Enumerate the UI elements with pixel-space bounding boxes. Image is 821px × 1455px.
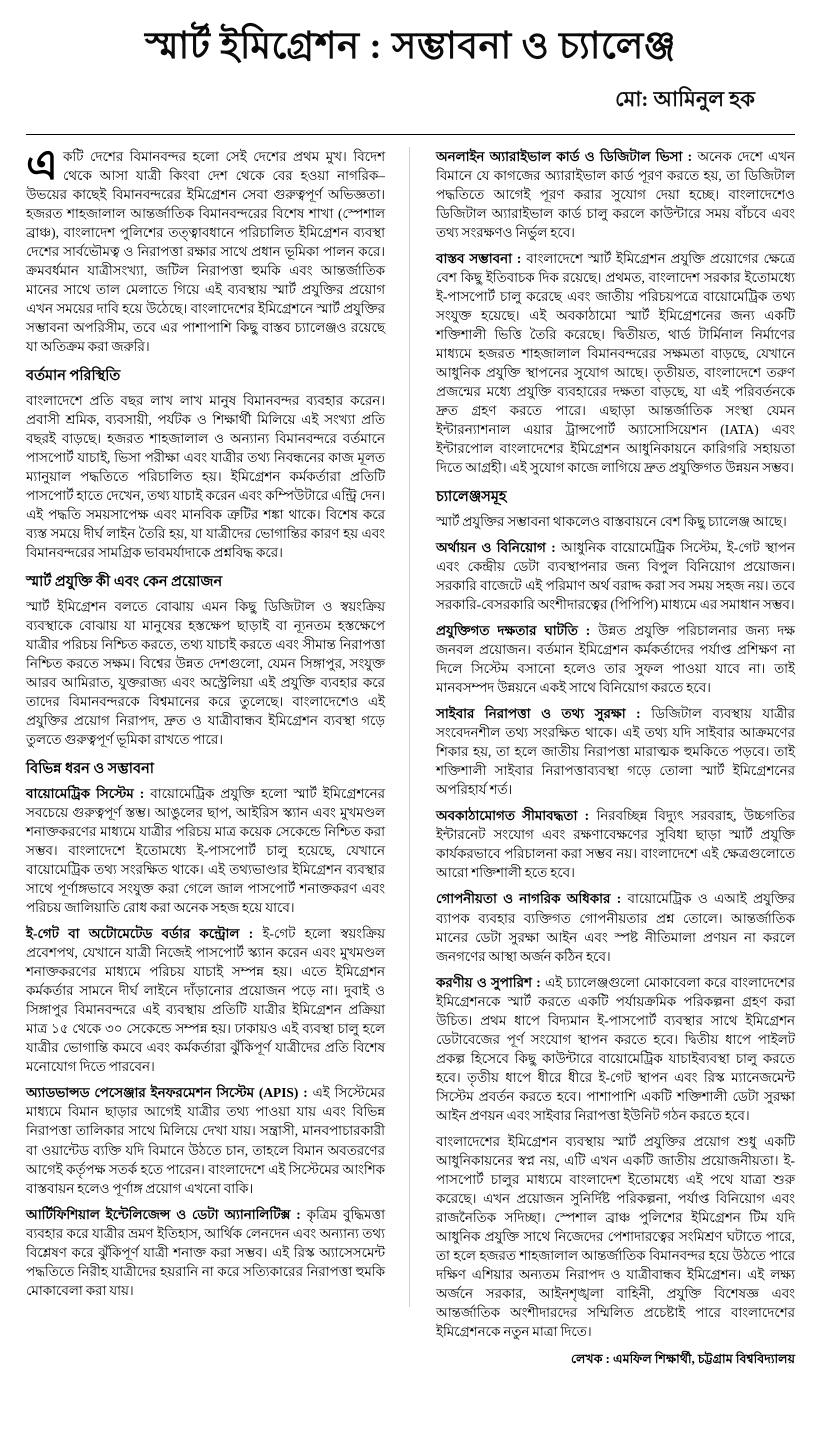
paragraph-challenges-intro: স্মার্ট প্রযুক্তির সম্ভাবনা থাকলেও বাস্তবায়নে বেশ কিছু চ্যালেঞ্জ আছে।	[436, 513, 787, 529]
run-in-label-egate: ই-গেট বা অটোমেটেড বর্ডার কন্ট্রোল :	[26, 926, 254, 942]
section-heading-challenges: চ্যালেঞ্জসমূহ	[436, 489, 507, 506]
drop-cap: এ	[26, 142, 58, 189]
section-heading-current-situation: বর্তমান পরিস্থিতি	[26, 367, 121, 384]
paragraph-cyber-security	[436, 704, 795, 799]
run-in-label-biometric: বায়োমেট্রিক সিস্টেম :	[26, 785, 145, 801]
paragraph-online-arrival-card	[436, 147, 795, 242]
paragraph-privacy-rights	[436, 889, 795, 965]
article-columns	[26, 142, 796, 1372]
page-title: স্মার্ট ইমিগ্রেশন : সম্ভাবনা ও চ্যালেঞ্জ	[145, 26, 676, 67]
section-heading-types-and-potential: বিভিন্ন ধরন ও সম্ভাবনা	[26, 761, 154, 778]
paragraph-biometric-system	[26, 784, 385, 917]
paragraph-egate	[26, 924, 385, 1076]
paragraph-skill-gap	[436, 621, 795, 697]
paragraph-conclusion: বাংলাদেশের ইমিগ্রেশন ব্যবস্থায় স্মার্ট প্রযুক্তির প্রয়োগ শুধু একটি আধুনিকায়নের স্বপ্ন নয়, এটি এখন একটি জাতীয় প্রয়োজনীয়তা। ই-পাসপোর্ট চালুর মাধ্যমে বাংলাদেশ ইতোমধ্যে এই পথে যাত্রা শুরু করেছে। এখন প্রয়োজন সুনির্দিষ্ট পরিকল্পনা, পর্যাপ্ত বিনিয়োগ এবং রাজনৈতিক সদিচ্ছা। স্পেশাল ব্রাঞ্চ পুলিশের ইমিগ্রেশন টিম যদি আধুনিক প্রযুক্তি সাথে নিজেদের পেশাদারত্বের সংমিশ্রণ ঘটাতে পারে, তা হলে হজরত শাহজালাল আন্তর্জাতিক বিমানবন্দর হয়ে উঠতে পারে দক্ষিণ এশিয়ার অন্যতম নিরাপদ ও যাত্রীবান্ধব ইমিগ্রেশন। এই লক্ষ্য অর্জনে সরকার, আইনশৃঙ্খলা বাহিনী, প্রযুক্তি বিশেষজ্ঞ এবং আন্তর্জাতিক অংশীদারদের সম্মিলিত প্রচেষ্টাই পারে বাংলাদেশের ইমিগ্রেশনকে নতুন মাত্রা দিতে।	[436, 1133, 795, 1340]
run-in-label-recommendations: করণীয় ও সুপারিশ :	[436, 974, 541, 990]
intro-paragraph	[26, 142, 385, 356]
run-in-label-skill-gap: প্রযুক্তিগত দক্ষতার ঘাটতি :	[436, 623, 591, 639]
paragraph-recommendations	[436, 973, 795, 1125]
run-in-text-cyber-security: ডিজিটাল ব্যবস্থায় যাত্রীর সংবেদনশীল তথ্য সংরক্ষিত থাকে। এই তথ্য যদি সাইবার আক্রমণের শিকার হয়, তা হলে জাতীয় নিরাপত্তা মারাত্মক হুমকিতে পড়বে। তাই শক্তিশালী সাইবার নিরাপত্তাব্যবস্থা গড়ে তোলা স্মার্ট ইমিগ্রেশনের অপরিহার্য শর্ত।	[436, 706, 795, 798]
run-in-label-infrastructure: অবকাঠামোগত সীমাবদ্ধতা :	[436, 808, 590, 824]
paragraph-ai-analytics	[26, 1205, 385, 1300]
run-in-text-infrastructure: নিরবচ্ছিন্ন বিদ্যুৎ সরবরাহ, উচ্চগতির ইন্টারনেট সংযোগ এবং রক্ষণাবেক্ষণের সুবিধা ছাড়া স্মার্ট প্রযুক্তি কার্যকরভাবে পরিচালনা করা সম্ভব নয়। বাংলাদেশে এই ক্ষেত্রগুলোতে আরো শক্তিশালী হতে হবে।	[436, 808, 795, 881]
run-in-label-online-arrival-card: অনলাইন অ্যারাইভাল কার্ড ও ডিজিটাল ভিসা :	[436, 148, 693, 164]
paragraph-real-potential	[436, 249, 795, 477]
paragraph-what-is-smart-tech: স্মার্ট ইমিগ্রেশন বলতে বোঝায় এমন কিছু ডিজিটাল ও স্বয়ংক্রিয় ব্যবস্থাকে বোঝায় যা মানুষের হস্তক্ষেপ ছাড়াই বা ন্যূনতম হস্তক্ষেপে যাত্রীর পরিচয় নিশ্চিত করতে, তথ্য যাচাই করতে এবং সীমান্ত নিরাপত্তা নিশ্চিত করতে সক্ষম। বিশ্বের উন্নত দেশগুলো, যেমন সিঙ্গাপুর, সংযুক্ত আরব আমিরাত, যুক্তরাজ্য এবং অস্ট্রেলিয়া এই প্রযুক্তি ব্যবহার করে তাদের বিমানবন্দরকে বিশ্বমানের করে তুলেছে। বাংলাদেশেও এই প্রযুক্তির প্রয়োগ নিরাপদ, দ্রুত ও যাত্রীবান্ধব ইমিগ্রেশন ব্যবস্থা গড়ে তুলতে গুরুত্বপূর্ণ ভূমিকা রাখতে পারে।	[26, 598, 385, 748]
run-in-label-real-potential: বাস্তব সম্ভাবনা :	[436, 250, 522, 266]
run-in-label-cyber-security: সাইবার নিরাপত্তা ও তথ্য সুরক্ষা :	[436, 706, 641, 722]
run-in-text-recommendations: এই চ্যালেঞ্জগুলো মোকাবেলা করে বাংলাদেশের ইমিগ্রেশনকে স্মার্ট করতে একটি পর্যায়ক্রমিক পরিকল্পনা গ্রহণ করা উচিত। প্রথম ধাপে বিদ্যমান ই-পাসপোর্ট ব্যবস্থার সাথে ইমিগ্রেশন ডেটাবেজের পূর্ণ সংযোগ স্থাপন করতে হবে। দ্বিতীয় ধাপে পাইলট প্রকল্প হিসেবে কিছু কাউন্টারে বায়োমেট্রিক যাচাইব্যবস্থা চালু করতে হবে। তৃতীয় ধাপে ধীরে ধীরে ই-গেট স্থাপন এবং রিস্ক ম্যানেজমেন্ট সিস্টেম প্রবর্তন করতে হবে। পাশাপাশি একটি শক্তিশালী ডেটা সুরক্ষা আইন প্রণয়ন এবং সাইবার নিরাপত্তা ইউনিট গঠন করতে হবে।	[436, 974, 795, 1123]
run-in-text-skill-gap: উন্নত প্রযুক্তি পরিচালনার জন্য দক্ষ জনবল প্রয়োজন। বর্তমান ইমিগ্রেশন কর্মকর্তাদের পর্যাপ্ত প্রশিক্ষণ না দিলে সিস্টেম বসানো হলেও তার সুফল পাওয়া যাবে না। তাই মানবসম্পদ উন্নয়নে একই সাথে বিনিয়োগ করতে হবে।	[436, 623, 795, 696]
run-in-label-funding: অর্থায়ন ও বিনিয়োগ :	[436, 539, 556, 555]
paragraph-infrastructure	[436, 806, 795, 882]
run-in-text-egate: ই-গেট হলো স্বয়ংক্রিয় প্রবেশপথ, যেখানে যাত্রী নিজেই পাসপোর্ট স্ক্যান করেন এবং মুখমণ্ডল শনাক্তকরণের মাধ্যমে পরিচয় যাচাই সম্পন্ন হয়। এতে ইমিগ্রেশন কর্মকর্তার সামনে দীর্ঘ লাইনে দাঁড়ানোর প্রয়োজন পড়ে না। দুবাই ও সিঙ্গাপুর বিমানবন্দরে এই ব্যবস্থায় প্রতিটি যাত্রীর ইমিগ্রেশন প্রক্রিয়া মাত্র ১৫ থেকে ৩০ সেকেন্ডে সম্পন্ন হয়। ঢাকায়ও এই ব্যবস্থা চালু হলে যাত্রীর ভোগান্তি কমবে এবং কর্মকর্তারা ঝুঁকিপূর্ণ যাত্রীদের প্রতি বিশেষ মনোযোগ দিতে পারবেন।	[26, 926, 385, 1075]
run-in-label-privacy-rights: গোপনীয়তা ও নাগরিক অধিকার :	[436, 891, 622, 907]
run-in-text-real-potential: বাংলাদেশে স্মার্ট ইমিগ্রেশন প্রযুক্তি প্রয়োগের ক্ষেত্রে বেশ কিছু ইতিবাচক দিক রয়েছে। প্রথমত, বাংলাদেশ সরকার ইতোমধ্যে ই-পাসপোর্ট চালু করেছে এবং জাতীয় পরিচয়পত্রে বায়োমেট্রিক তথ্য সংযুক্ত হয়েছে। এই অবকাঠামো স্মার্ট ইমিগ্রেশনের জন্য একটি শক্তিশালী ভিত্তি তৈরি করেছে। দ্বিতীয়ত, থার্ড টার্মিনাল নির্মাণের মাধ্যমে হজরত শাহজালাল বিমানবন্দরের সক্ষমতা বাড়ছে, যেখানে আধুনিক প্রযুক্তি স্থাপনের সুযোগ আছে। তৃতীয়ত, বাংলাদেশে তরুণ প্রজন্মের মধ্যে প্রযুক্তি ব্যবহারের দক্ষতা বাড়ছে, যা এই পরিবর্তনকে দ্রুত গ্রহণ করতে পারে। এছাড়া আন্তর্জাতিক সংস্থা যেমন ইন্টারন্যাশনাল এয়ার ট্রান্সপোর্ট অ্যাসোসিয়েশন (IATA) এবং ইন্টারপোল বাংলাদেশের ইমিগ্রেশন আধুনিকায়নে কারিগরি সহায়তা দিতে আগ্রহী। এই সুযোগ কাজে লাগিয়ে দ্রুত প্রযুক্তিগত উন্নয়ন সম্ভব।	[436, 250, 795, 476]
run-in-text-funding: আধুনিক বায়োমেট্রিক সিস্টেম, ই-গেট স্থাপন এবং কেন্দ্রীয় ডেটা ব্যবস্থাপনার জন্য বিপুল বিনিয়োগ প্রয়োজন। সরকারি বাজেটে এই পরিমাণ অর্থ বরাদ্দ করা সব সময় সহজ নয়। তবে সরকারি-বেসরকারি অংশীদারত্বের (পিপিপি) মাধ্যমে এর সমাধান সম্ভব।	[436, 539, 796, 613]
paragraph-funding-investment	[436, 538, 795, 614]
author-footnote-text: এমফিল শিক্ষার্থী, চট্টগ্রাম বিশ্ববিদ্যালয়	[609, 1352, 795, 1367]
column-left	[26, 142, 410, 1307]
intro-text: কটি দেশের বিমানবন্দর হলো সেই দেশের প্রথম মুখ। বিদেশ থেকে আসা যাত্রী কিংবা দেশ থেকে বের হওয়া নাগরিক– উভয়ের কাছেই বিমানবন্দরের ইমিগ্রেশন সেবা গুরুত্বপূর্ণ অভিজ্ঞতা। হজরত শাহজালাল আন্তর্জাতিক বিমানবন্দরের বিশেষ শাখা (স্পেশাল ব্রাঞ্চ), বাংলাদেশ পুলিশের তত্ত্বাবধানে পরিচালিত ইমিগ্রেশন ব্যবস্থা দেশের সার্বভৌমত্ব ও নিরাপত্তা রক্ষার সাথে প্রধান ভূমিকা পালন করে। ক্রমবর্ধমান যাত্রীসংখ্যা, জটিল নিরাপত্তা হুমকি এবং আন্তর্জাতিক মানের সাথে তাল মেলাতে গিয়ে এই ব্যবস্থায় স্মার্ট প্রযুক্তির প্রয়োগ এখন সময়ের দাবি হয়ে উঠেছে। বাংলাদেশের ইমিগ্রেশনে স্মার্ট প্রযুক্তির সম্ভাবনা অপরিসীম, তবে এর পাশাপাশি কিছু বাস্তব চ্যালেঞ্জও রয়েছে যা অতিক্রম করা জরুরি।	[26, 148, 385, 354]
section-heading-what-is-smart-tech: স্মার্ট প্রযুক্তি কী এবং কেন প্রয়োজন	[26, 574, 223, 591]
run-in-label-apis: অ্যাডভান্সড পেসেঞ্জার ইনফরমেশন সিস্টেম (APIS) :	[26, 1085, 308, 1101]
run-in-text-online-arrival-card: অনেক দেশে এখন বিমানে যে কাগজের অ্যারাইভাল কার্ড পূরণ করতে হয়, তা ডিজিটাল পদ্ধতিতে আগেই পূরণ করার সুযোগ দেয়া হচ্ছে। বাংলাদেশেও ডিজিটাল অ্যারাইভাল কার্ড চালু করলে কাউন্টারে সময় বাঁচবে এবং তথ্য সংরক্ষণও নির্ভুল হবে।	[436, 148, 795, 240]
run-in-text-biometric: বায়োমেট্রিক প্রযুক্তি হলো স্মার্ট ইমিগ্রেশনের সবচেয়ে গুরুত্বপূর্ণ স্তম্ভ। আঙুলের ছাপ, আইরিস স্ক্যান এবং মুখমণ্ডল শনাক্তকরণের মাধ্যমে যাত্রীর পরিচয় মাত্র কয়েক সেকেন্ডে নিশ্চিত করা সম্ভব। বাংলাদেশে ইতোমধ্যে ই-পাসপোর্ট চালু হয়েছে, যেখানে বায়োমেট্রিক তথ্য সংরক্ষিত থাকে। এই তথ্যভাণ্ডার ইমিগ্রেশন ব্যবস্থার সাথে পূর্ণাঙ্গভাবে সংযুক্ত করা গেলে জাল পাসপোর্ট শনাক্তকরণ এবং পরিচয় জালিয়াতি রোধ করা অনেক সহজ হয়ে যাবে।	[26, 785, 385, 916]
author-footnote	[436, 1351, 795, 1371]
author-byline: মো: আমিনুল হক	[615, 86, 755, 111]
paragraph-current-situation: বাংলাদেশে প্রতি বছর লাখ লাখ মানুষ বিমানবন্দর ব্যবহার করেন। প্রবাসী শ্রমিক, ব্যবসায়ী, পর্যটক ও শিক্ষার্থী মিলিয়ে এই সংখ্যা প্রতি বছরই বাড়ছে। হজরত শাহজালাল ও অন্যান্য বিমানবন্দরে বর্তমানে পাসপোর্ট যাচাই, ভিসা পরীক্ষা এবং যাত্রীর তথ্য নিবন্ধনের কাজ মূলত ম্যানুয়াল পদ্ধতিতে পরিচালিত হয়। ইমিগ্রেশন কর্মকর্তারা প্রতিটি পাসপোর্ট হাতে দেখেন, তথ্য যাচাই করেন এবং কম্পিউটারে এন্ট্রি দেন। এই পদ্ধতি সময়সাপেক্ষ এবং মানবিক ত্রুটির শঙ্কা থাকে। বিশেষ করে ব্যস্ত সময়ে দীর্ঘ লাইন তৈরি হয়, যা যাত্রীদের ভোগান্তির কারণ হয় এবং বিমানবন্দরের সামগ্রিক ভাবমর্যাদাকে প্রশ্নবিদ্ধ করে।	[26, 392, 385, 560]
run-in-label-ai-analytics: আর্টিফিশিয়াল ইন্টেলিজেন্স ও ডেটা অ্যানালিটিক্স :	[26, 1206, 301, 1222]
header-divider	[26, 134, 795, 135]
column-right	[436, 147, 795, 1372]
paragraph-apis	[26, 1083, 385, 1197]
author-footnote-label: লেখক :	[570, 1352, 610, 1367]
run-in-text-apis: এই সিস্টেমের মাধ্যমে বিমান ছাড়ার আগেই যাত্রীর তথ্য পাওয়া যায় এবং বিভিন্ন নিরাপত্তা তালিকার সাথে মিলিয়ে দেখা যায়। সন্ত্রাসী, মানবপাচারকারী বা ওয়ান্টেড ব্যক্তি যদি বিমানে উঠতে চান, তাহলে বিমান অবতরণের আগেই কর্তৃপক্ষ সতর্ক হতে পারেন। বাংলাদেশে এই সিস্টেমের আংশিক বাস্তবায়ন হলেও পূর্ণাঙ্গ প্রয়োগ এখনো বাকি।	[26, 1085, 385, 1196]
run-in-text-ai-analytics: কৃত্রিম বুদ্ধিমত্তা ব্যবহার করে যাত্রীর ভ্রমণ ইতিহাস, আর্থিক লেনদেন এবং অন্যান্য তথ্য বিশ্লেষণ করে ঝুঁকিপূর্ণ যাত্রী শনাক্ত করা সম্ভব। এই রিস্ক অ্যাসেসমেন্ট পদ্ধতিতে নিরীহ যাত্রীদের হয়রানি না করে সত্যিকারের নিরাপত্তা হুমকি মোকাবেলা করা যায়।	[26, 1206, 385, 1298]
run-in-text-privacy-rights: বায়োমেট্রিক ও এআই প্রযুক্তির ব্যাপক ব্যবহার ব্যক্তিগত গোপনীয়তার প্রশ্ন তোলে। আন্তর্জাতিক মানের ডেটা সুরক্ষা আইন এবং স্পষ্ট নীতিমালা প্রণয়ন না করলে জনগণের আস্থা অর্জন কঠিন হবে।	[436, 891, 795, 964]
